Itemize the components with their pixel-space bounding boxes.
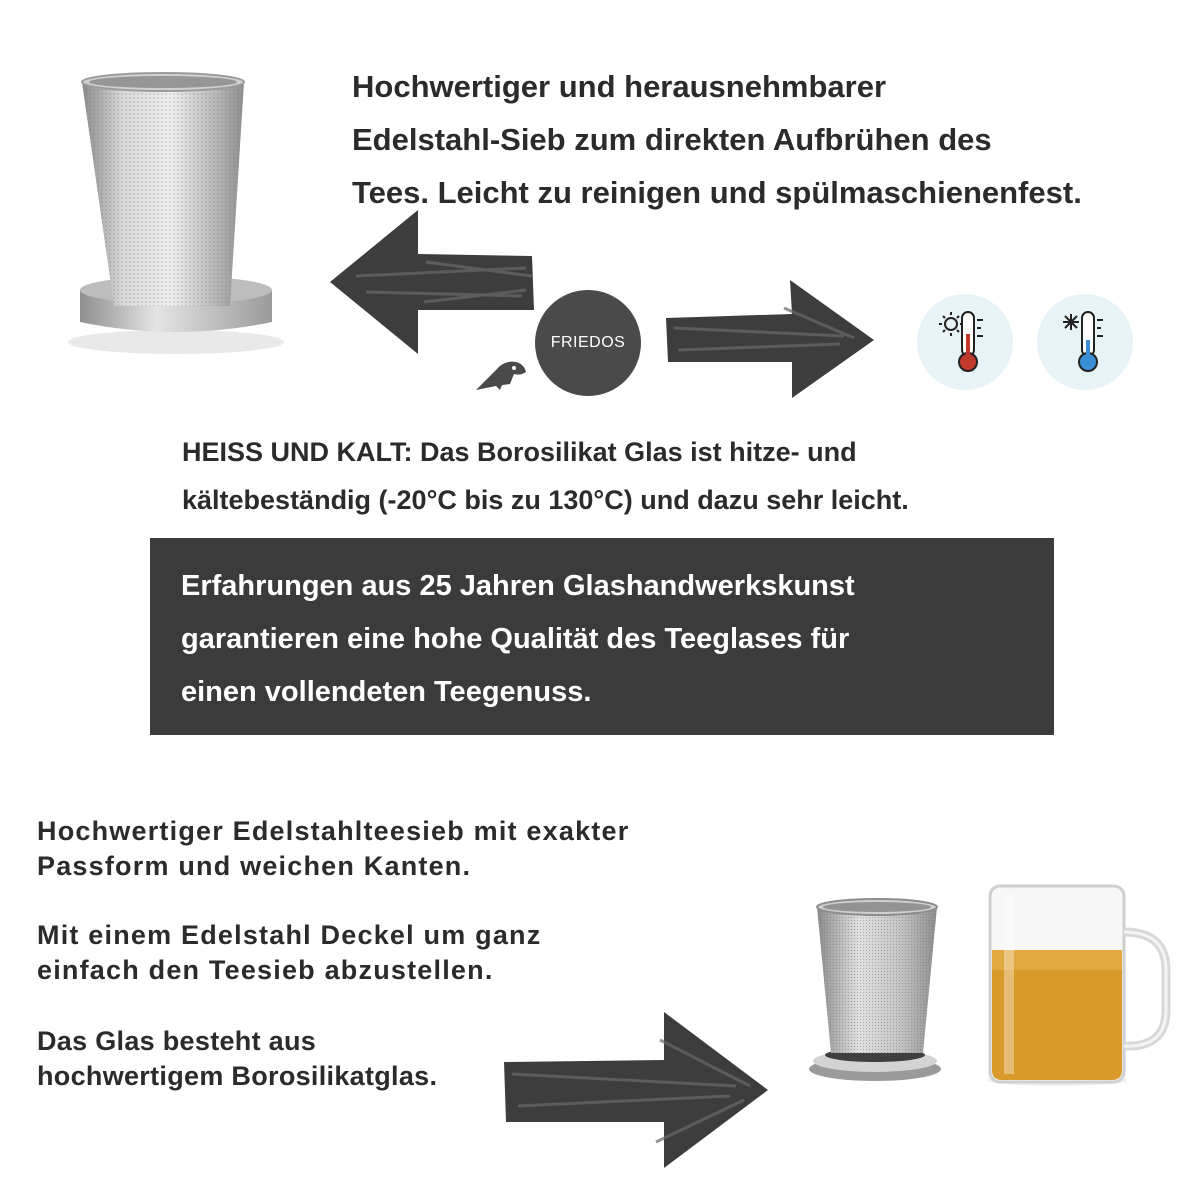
brand-badge: [535, 290, 641, 396]
thermometer-snowflake-icon: [1037, 294, 1133, 390]
text-line: Das Glas besteht aus: [37, 1026, 317, 1056]
text-line: Mit einem Edelstahl Deckel um ganz: [37, 920, 542, 950]
text-line: Edelstahl-Sieb zum direkten Aufbrühen des: [352, 122, 992, 157]
arrow-left-icon: [326, 206, 538, 358]
bird-logo-icon: [474, 356, 528, 392]
tea-glass-image: [982, 880, 1172, 1090]
text-line: Passform und weichen Kanten.: [37, 851, 472, 881]
lid-description: [37, 918, 541, 988]
strainer-description: [352, 60, 1192, 219]
tea-strainer-image: [60, 60, 290, 360]
brand-name: FRIEDOS: [550, 334, 626, 351]
thermometer-sun-icon: [917, 294, 1013, 390]
strainer-on-lid-image: [805, 895, 955, 1085]
hot-temperature-badge: [917, 294, 1013, 390]
text-line: Hochwertiger Edelstahlteesieb mit exakter: [37, 816, 630, 846]
fit-description: [37, 814, 629, 884]
text-line: HEISS UND KALT: Das Borosilikat Glas ist hitze- und: [182, 437, 857, 467]
banner-line: garantieren eine hohe Qualität des Teeglases für: [181, 623, 850, 655]
text-line: hochwertigem Borosilikatglas.: [37, 1061, 438, 1091]
heat-resistance-description: [182, 428, 1162, 524]
arrow-right-icon: [500, 1010, 772, 1170]
arrow-right-icon: [664, 278, 878, 400]
text-line: einfach den Teesieb abzustellen.: [37, 955, 494, 985]
text-line: kältebeständig (-20°C bis zu 130°C) und dazu sehr leicht.: [182, 485, 909, 515]
banner-line: Erfahrungen aus 25 Jahren Glashandwerkskunst: [181, 570, 855, 602]
cold-temperature-badge: [1037, 294, 1133, 390]
text-line: Tees. Leicht zu reinigen und spülmaschienenfest.: [352, 175, 1082, 210]
quality-banner: [150, 538, 1054, 735]
text-line: Hochwertiger und herausnehmbarer: [352, 69, 887, 104]
glass-description: [37, 1024, 437, 1094]
banner-line: einen vollendeten Teegenuss.: [181, 676, 592, 708]
